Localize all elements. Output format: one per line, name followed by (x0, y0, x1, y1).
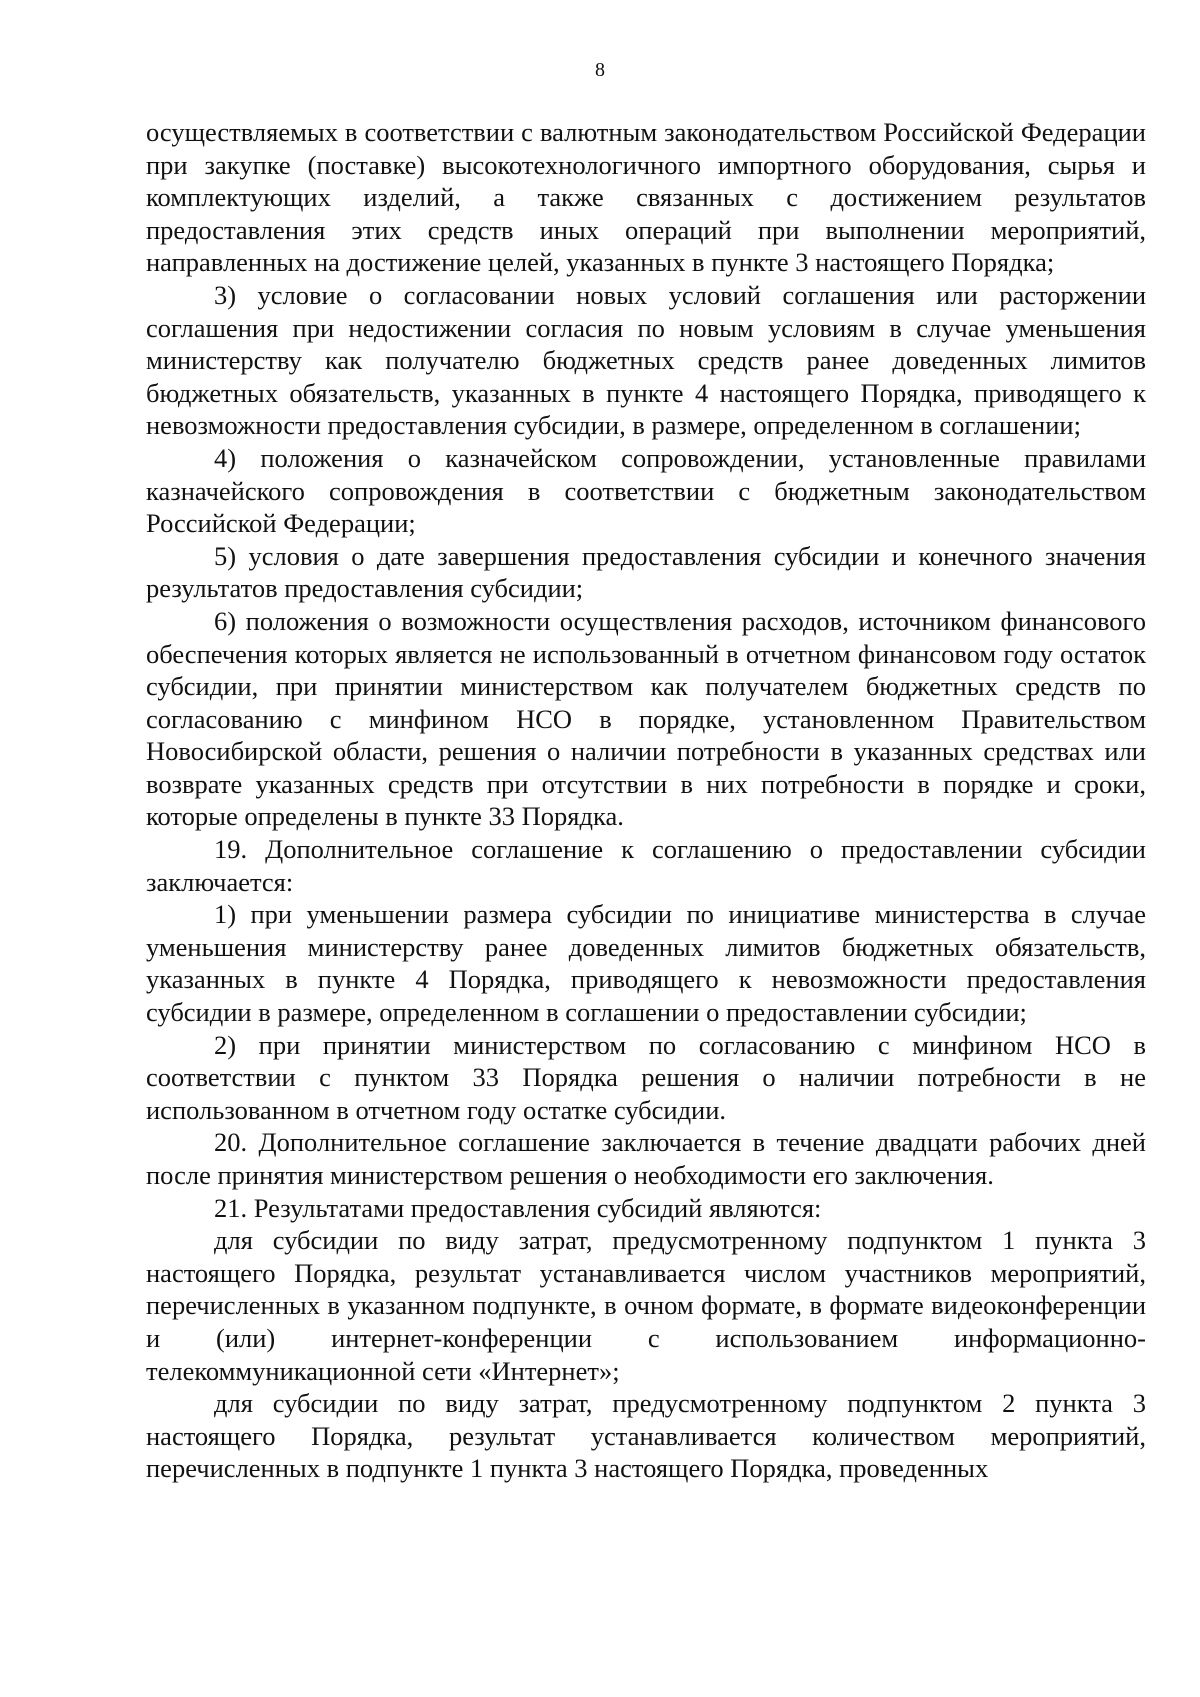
paragraph: 21. Результатами предоставления субсидий являются: (214, 1192, 822, 1223)
paragraph: для субсидии по виду затрат, предусмотренному подпунктом 2 пункта 3 настоящего Порядка, результат устанавливается количеством мероприятий, перечисленных в подпункте 1 пункта 3 настоящего Порядка, проведенных (146, 1388, 1146, 1484)
paragraph: осуществляемых в соответствии с валютным законодательством Российской Федерации при закупке (поставке) высокотехнологичного импортного оборудования, сырья и комплектующих изделий, а также связанных с достижением результатов предоставления этих средств иных операций при выполнении мероприятий, направленных на достижение целей, указанных в пункте 3 настоящего Порядка; (146, 117, 1146, 278)
paragraph: 20. Дополнительное соглашение заключается в течение двадцати рабочих дней после принятия министерством решения о необходимости его заключения. (146, 1127, 1146, 1190)
document-body (146, 116, 1146, 1485)
paragraph: 5) условия о дате завершения предоставления субсидии и конечного значения результатов предоставления субсидии; (146, 540, 1146, 604)
paragraph: 6) положения о возможности осуществления расходов, источником финансового обеспечения которых является не использованный в отчетном финансовом году остаток субсидии, при принятии министерством как получателем бюджетных средств по согласованию с минфином НСО в порядке, установленном Правительством Новосибирской области, решения о наличии потребности в указанных средствах или возврате указанных средств при отсутствии в них потребности в порядке и сроки, которые определены в пункте 33 Порядка. (146, 605, 1146, 832)
paragraph: 1) при уменьшении размера субсидии по инициативе министерства в случае уменьшения министерству ранее доведенных лимитов бюджетных обязательств, указанных в пункте 4 Порядка, приводящего к невозможности предоставления субсидии в размере, определенном в соглашении о предоставлении субсидии; (146, 899, 1146, 1028)
paragraph: 19. Дополнительное соглашение к соглашению о предоставлении субсидии заключается: (146, 834, 1146, 897)
paragraph: 2) при принятии министерством по согласованию с минфином НСО в соответствии с пунктом 33 Порядка решения о наличии потребности в не использованном в отчетном году остатке субсидии. (146, 1029, 1146, 1125)
page-number: 8 (595, 59, 605, 81)
paragraph: 3) условие о согласовании новых условий соглашения или расторжении соглашения при недостижении согласия по новым условиям в случае уменьшения министерству как получателю бюджетных средств ранее доведенных лимитов бюджетных обязательств, указанных в пункте 4 настоящего Порядка, приводящего к невозможности предоставления субсидии, в размере, определенном в соглашении; (146, 279, 1146, 441)
paragraph: 4) положения о казначейском сопровождении, установленные правилами казначейского сопровождения в соответствии с бюджетным законодательством Российской Федерации; (146, 442, 1146, 539)
paragraph: для субсидии по виду затрат, предусмотренному подпунктом 1 пункта 3 настоящего Порядка, результат устанавливается числом участников мероприятий, перечисленных в указанном подпункте, в очном формате, в формате видеоконференции и (или) интернет-конференции с использованием информационно-телекоммуникационной сети «Интернет»; (146, 1225, 1146, 1386)
